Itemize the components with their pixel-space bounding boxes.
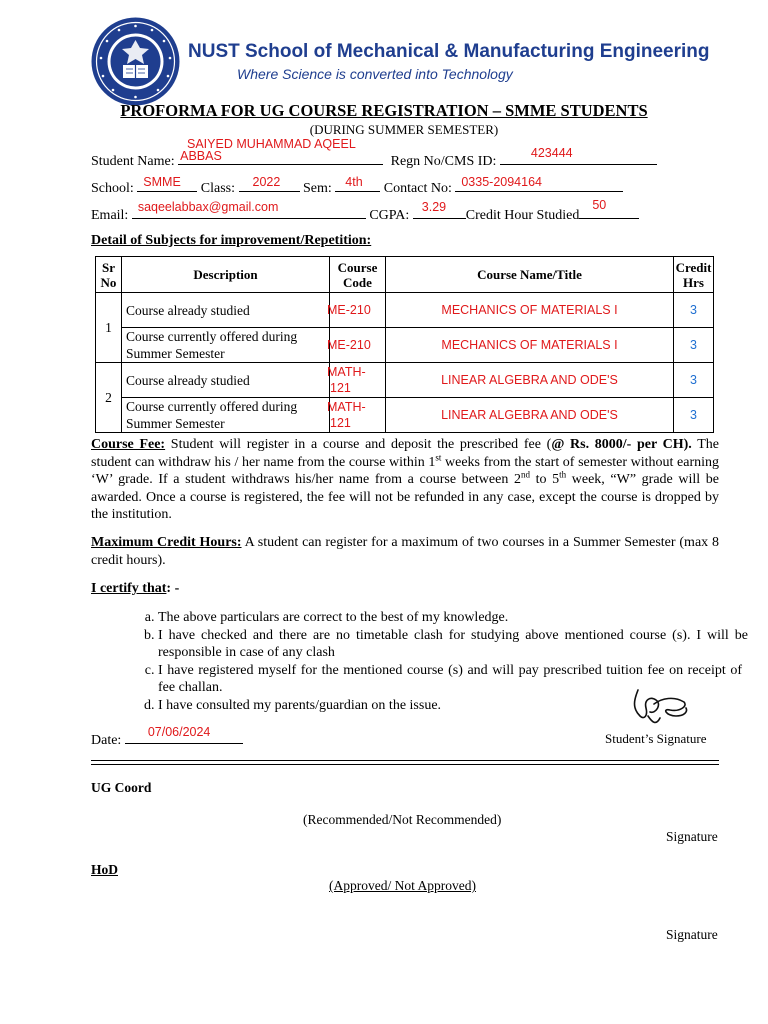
- regn-label: Regn No/CMS ID:: [390, 154, 497, 169]
- sr-cell: 1: [96, 293, 122, 363]
- title-cell[interactable]: [386, 363, 674, 398]
- cgpa-field[interactable]: [413, 200, 466, 219]
- email-label: Email:: [91, 208, 129, 223]
- sem-field[interactable]: [335, 175, 380, 192]
- list-item: c. I have registered myself for the mentioned course (s) and will pay prescribed tuition fee on receipt of fee challan.: [158, 662, 748, 697]
- header-title: Course Name/Title: [386, 257, 674, 293]
- max-credit-text: A student can register for a maximum of two courses in a Summer Semester (max 8 credit hours).: [91, 535, 719, 568]
- date-label: Date:: [91, 733, 122, 748]
- school-row: [91, 175, 623, 197]
- code-value: ME-210: [327, 338, 371, 352]
- credit-studied-label: Credit Hour Studied: [465, 208, 580, 223]
- form-title: PROFORMA FOR UG COURSE REGISTRATION – SMME STUDENTS: [120, 101, 648, 120]
- list-item: b. I have checked and there are no timetable clash for studying above mentioned course (s). I will be responsible in case of any clash: [158, 627, 748, 662]
- header-description: Description: [122, 257, 330, 293]
- course-fee-sup2: nd: [520, 469, 530, 480]
- title-value: MECHANICS OF MATERIALS I: [441, 303, 618, 317]
- code-cell[interactable]: [327, 363, 386, 398]
- title-cell[interactable]: [386, 293, 674, 328]
- course-fee-text2: ).: [683, 437, 692, 452]
- credit-studied-field[interactable]: [579, 198, 639, 219]
- student-signature-mark: [626, 686, 696, 730]
- header-credit: Credit Hrs: [674, 257, 714, 293]
- cgpa-value: 3.29: [421, 200, 447, 214]
- subjects-table: [95, 256, 714, 433]
- header-code: Course Code: [330, 257, 386, 293]
- course-fee-text5: to 5: [529, 472, 560, 487]
- title-value: LINEAR ALGEBRA AND ODE'S: [441, 408, 618, 422]
- list-item: d. I have consulted my parents/guardian on the issue.: [158, 697, 748, 715]
- course-fee-sup3: th: [559, 469, 567, 480]
- contact-value: 0335-2094164: [461, 175, 542, 189]
- school-value: SMME: [143, 175, 181, 189]
- date-field[interactable]: [125, 725, 243, 744]
- code-value: MATH-121: [327, 400, 366, 430]
- divider-bottom: [91, 764, 719, 765]
- student-name-line2: ABBAS: [180, 149, 222, 163]
- institution-tagline: Where Science is converted into Technology: [237, 66, 513, 82]
- divider-top: [91, 760, 719, 761]
- sr-cell: 2: [96, 363, 122, 433]
- regn-value: 423444: [530, 146, 573, 160]
- student-signature-label: Student’s Signature: [605, 731, 707, 746]
- hod-label: HoD: [91, 862, 118, 877]
- credit-cell[interactable]: [674, 398, 714, 433]
- student-name-field[interactable]: [178, 149, 383, 165]
- code-cell[interactable]: [327, 293, 386, 328]
- course-fee-text6: week, “W” grade will be awarded. Once a course is registered, the fee will not be refunded in any case, except the course is dropped by the institution.: [91, 472, 720, 522]
- contact-field[interactable]: [455, 175, 623, 192]
- student-name-label: Student Name:: [91, 154, 175, 169]
- course-fee-amount: @ Rs. 8000/- per CH: [551, 437, 684, 452]
- table-row: [96, 363, 714, 398]
- title-cell[interactable]: [386, 328, 674, 363]
- description-cell: Course currently offered during Summer Semester: [122, 398, 330, 433]
- credit-value: 3: [690, 338, 697, 352]
- student-name-line1[interactable]: SAIYED MUHAMMAD AQEEL: [187, 137, 356, 151]
- table-row: [96, 328, 714, 363]
- certify-heading: [91, 581, 179, 597]
- credit-value: 3: [690, 303, 697, 317]
- title-value: MECHANICS OF MATERIALS I: [441, 338, 618, 352]
- max-credit-paragraph: [91, 534, 719, 569]
- email-row: [91, 198, 639, 224]
- student-name-row: [91, 146, 657, 170]
- title-value: LINEAR ALGEBRA AND ODE'S: [441, 373, 618, 387]
- description-cell: Course currently offered during Summer Semester: [122, 328, 330, 363]
- credit-value: 3: [690, 373, 697, 387]
- class-label: Class:: [200, 181, 236, 196]
- table-header-row: [96, 257, 714, 293]
- title-cell[interactable]: [386, 398, 674, 433]
- course-fee-text1: Student will register in a course and deposit the prescribed fee (: [170, 437, 552, 452]
- university-seal-icon: [90, 16, 181, 107]
- course-fee-paragraph: [91, 436, 719, 524]
- email-field[interactable]: [132, 200, 366, 219]
- code-value: ME-210: [327, 303, 371, 317]
- school-label: School:: [91, 181, 134, 196]
- regn-field[interactable]: [500, 146, 657, 165]
- form-subtitle: (DURING SUMMER SEMESTER): [309, 122, 499, 137]
- contact-label: Contact No:: [383, 181, 452, 196]
- description-cell: Course already studied: [122, 293, 330, 328]
- code-cell[interactable]: [327, 398, 386, 433]
- recommendation-status: (Recommended/Not Recommended): [303, 812, 502, 827]
- hod-signature: Signature: [666, 927, 718, 942]
- cgpa-label: CGPA:: [369, 208, 410, 223]
- header-sr: Sr No: [96, 257, 122, 293]
- university-logo: [90, 16, 181, 107]
- code-value: MATH-121: [327, 365, 366, 395]
- course-fee-text3: The student can withdraw his / her name from the course within 1: [91, 437, 720, 470]
- subjects-heading: Detail of Subjects for improvement/Repetition:: [91, 233, 372, 248]
- sem-value: 4th: [345, 175, 363, 189]
- date-value: 07/06/2024: [147, 725, 211, 739]
- course-fee-label: Course Fee:: [91, 437, 166, 452]
- list-item: a. The above particulars are correct to the best of my knowledge.: [158, 609, 748, 627]
- credit-studied-value: 50: [592, 198, 607, 212]
- max-credit-label: Maximum Credit Hours:: [91, 535, 242, 550]
- course-fee-sup1: st: [435, 451, 442, 462]
- class-field[interactable]: [239, 175, 300, 192]
- class-value: 2022: [252, 175, 281, 189]
- credit-cell[interactable]: [674, 363, 714, 398]
- certify-suffix: : -: [166, 581, 180, 596]
- table-row: [96, 293, 714, 328]
- date-row: [91, 725, 243, 749]
- credit-value: 3: [690, 408, 697, 422]
- handwritten-signature-icon: [626, 686, 696, 730]
- ug-coord-signature: Signature: [666, 829, 718, 844]
- sem-label: Sem:: [303, 181, 332, 196]
- credit-cell[interactable]: [674, 328, 714, 363]
- certify-label: I certify that: [91, 581, 167, 596]
- institution-name: NUST School of Mechanical & Manufacturing Engineering: [188, 41, 710, 62]
- ug-coord-label: UG Coord: [91, 780, 152, 795]
- approval-status: (Approved/ Not Approved): [329, 878, 476, 893]
- code-cell[interactable]: [327, 328, 386, 363]
- email-value: saqeelabbax@gmail.com: [137, 200, 279, 214]
- table-row: [96, 398, 714, 433]
- school-field[interactable]: [137, 175, 197, 192]
- description-cell: Course already studied: [122, 363, 330, 398]
- course-fee-text4: weeks from the start of semester without earning ‘W’ grade. If a student withdraws his/her name from a course between 2: [91, 454, 719, 487]
- credit-cell[interactable]: [674, 293, 714, 328]
